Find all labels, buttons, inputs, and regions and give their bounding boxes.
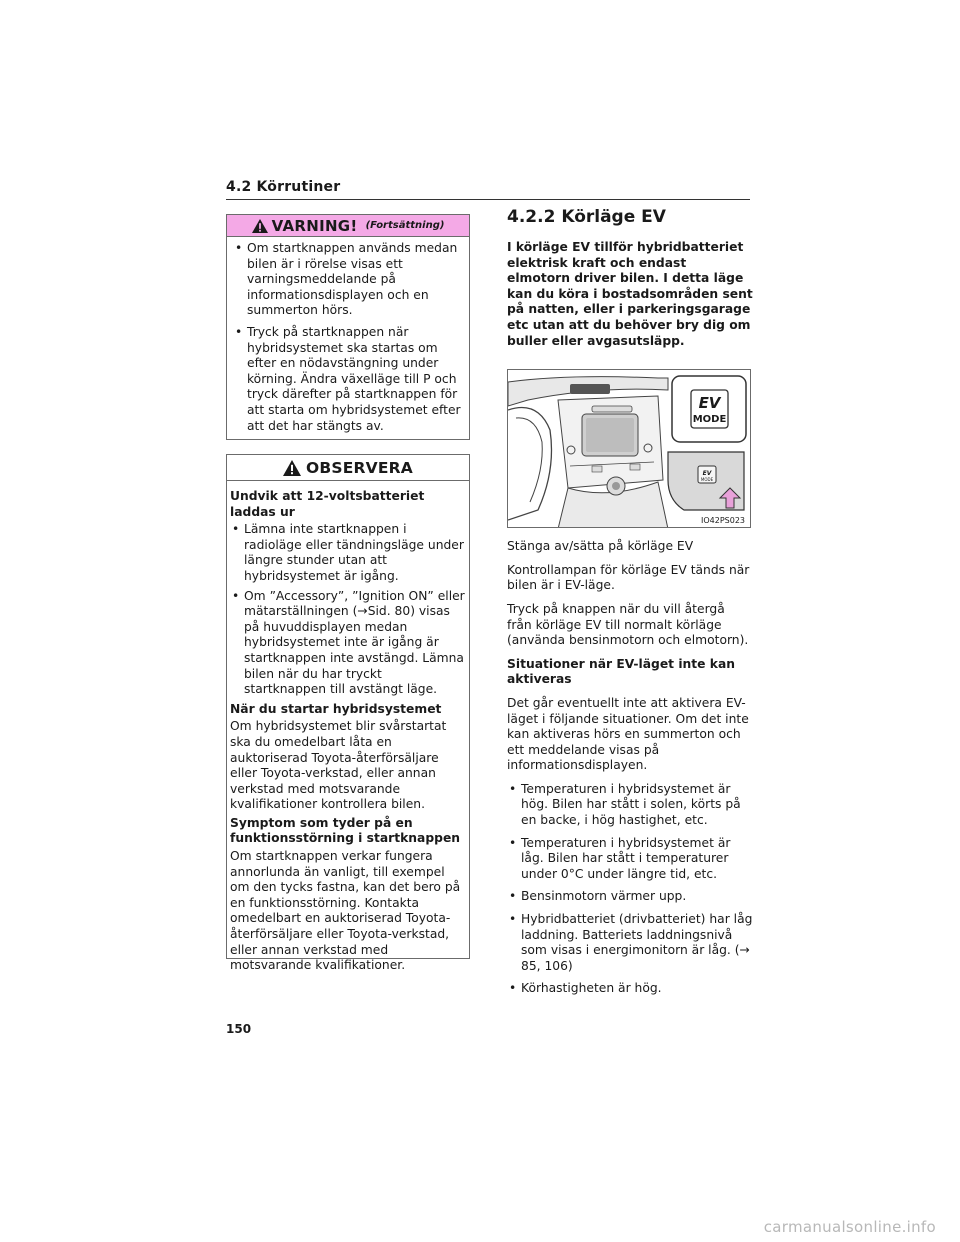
svg-text:MODE: MODE: [700, 477, 714, 483]
subheading: Situationer när EV-läget inte kan aktiveras: [507, 656, 736, 687]
observera-heading: Symptom som tyder på en funktionsstörning i startknappen: [230, 815, 461, 846]
observera-bullet: • Om ”Accessory”, ”Ignition ON” eller mätarställningen (→Sid. 80) visas på huvuddisplayen medan hybridsystemet inte är igång är startknappen inte avstängd. Lämna bilen när du har tryckt startknappen till avstängt läge.: [232, 588, 465, 697]
observera-body: [227, 481, 469, 974]
svg-text:EV: EV: [702, 470, 712, 478]
observera-heading: När du startar hybridsystemet: [230, 701, 442, 716]
figure-code: IO42PS023: [700, 516, 745, 526]
situation-bullet: • Bensinmotorn värmer upp.: [509, 889, 687, 904]
observera-label: OBSERVERA: [306, 458, 413, 477]
observera-box: [226, 454, 470, 973]
warning-box: [226, 214, 470, 440]
intro-paragraph: I körläge EV tillför hybridbatteriet elektrisk kraft och endast elmotorn driver bilen. I detta läge kan du köra i bostadsområden sent på natten, eller i parkeringsgarage etc utan att du behöver bry dig om buller eller avgasutsläpp.: [507, 240, 753, 348]
warning-continued: (Fortsättning): [365, 220, 445, 231]
paragraph: Kontrollampan för körläge EV tänds när bilen är i EV-läge.: [507, 562, 750, 593]
situation-bullet: • Temperaturen i hybridsystemet är hög. Bilen har stått i solen, körts på en backe, i hög hastighet, etc.: [509, 781, 741, 828]
section-header: [226, 179, 750, 195]
warning-body: [227, 237, 469, 434]
caution-triangle-icon: [283, 460, 301, 476]
paragraph: Det går eventuellt inte att aktivera EV-läget i följande situationer. Om det inte kan aktiveras hörs en summerton och ett meddelande visas på informationsdisplayen.: [507, 695, 749, 773]
observera-paragraph: Om startknappen verkar fungera annorlunda än vanligt, till exempel om den tycks fastna, kan det bero på en funktionsstörning. Kontakta omedelbart en auktoriserad Toyota-återförsäljare eller Toyota-verkstad, eller annan verkstad med motsvarande kvalifikationer.: [230, 849, 461, 973]
dashboard-illustration: [508, 370, 751, 528]
paragraph: Stänga av/sätta på körläge EV: [507, 539, 694, 554]
right-column: [507, 207, 753, 1004]
situation-bullet: • Körhastigheten är hög.: [509, 981, 662, 996]
watermark: carmanualsonline.info: [763, 1218, 936, 1236]
warning-triangle-icon: [252, 219, 268, 233]
section-title: 4.2 Körrutiner: [226, 179, 341, 195]
warning-bullet: • Tryck på startknappen när hybridsystemet ska startas om efter en nödavstängning under körning. Ändra växelläge till P och tryck därefter på startknappen för att starta om hybridsystemet efter att det har stängts av.: [235, 324, 461, 433]
observera-bullet: • Lämna inte startknappen i radioläge eller tändningsläge under längre stunder utan att hybridsystemet är igång.: [232, 522, 464, 583]
warning-header: [227, 215, 469, 237]
observera-header: [227, 455, 469, 481]
warning-label: VARNING!: [271, 216, 358, 235]
svg-text:MODE: MODE: [692, 414, 727, 426]
situation-bullet: • Temperaturen i hybridsystemet är låg. Bilen har stått i temperaturer under 0°C under längre tid, etc.: [509, 835, 731, 881]
subsection-title: 4.2.2 Körläge EV: [507, 207, 666, 227]
warning-bullet: • Om startknappen används medan bilen är i rörelse visas ett varningsmeddelande på informationsdisplayen och en summerton hörs.: [235, 241, 458, 318]
paragraph: Tryck på knappen när du vill återgå från körläge EV till normalt körläge (använda bensinmotorn och elmotorn).: [507, 601, 749, 648]
header-rule: [226, 199, 750, 200]
svg-text:EV: EV: [698, 394, 721, 413]
observera-heading: Undvik att 12-voltsbatteriet laddas ur: [230, 489, 425, 519]
situation-bullet: • Hybridbatteriet (drivbatteriet) har låg laddning. Batteriets laddningsnivå som visas i energimonitorn är låg. (→ 85, 106): [509, 912, 753, 973]
observera-paragraph: Om hybridsystemet blir svårstartat ska du omedelbart låta en auktoriserad Toyota-återförsäljare eller Toyota-verkstad, eller annan verkstad med motsvarande kvalifikationer kontrollera bilen.: [230, 719, 447, 812]
ev-mode-figure: [507, 369, 751, 528]
page-number: 150: [226, 1022, 252, 1036]
